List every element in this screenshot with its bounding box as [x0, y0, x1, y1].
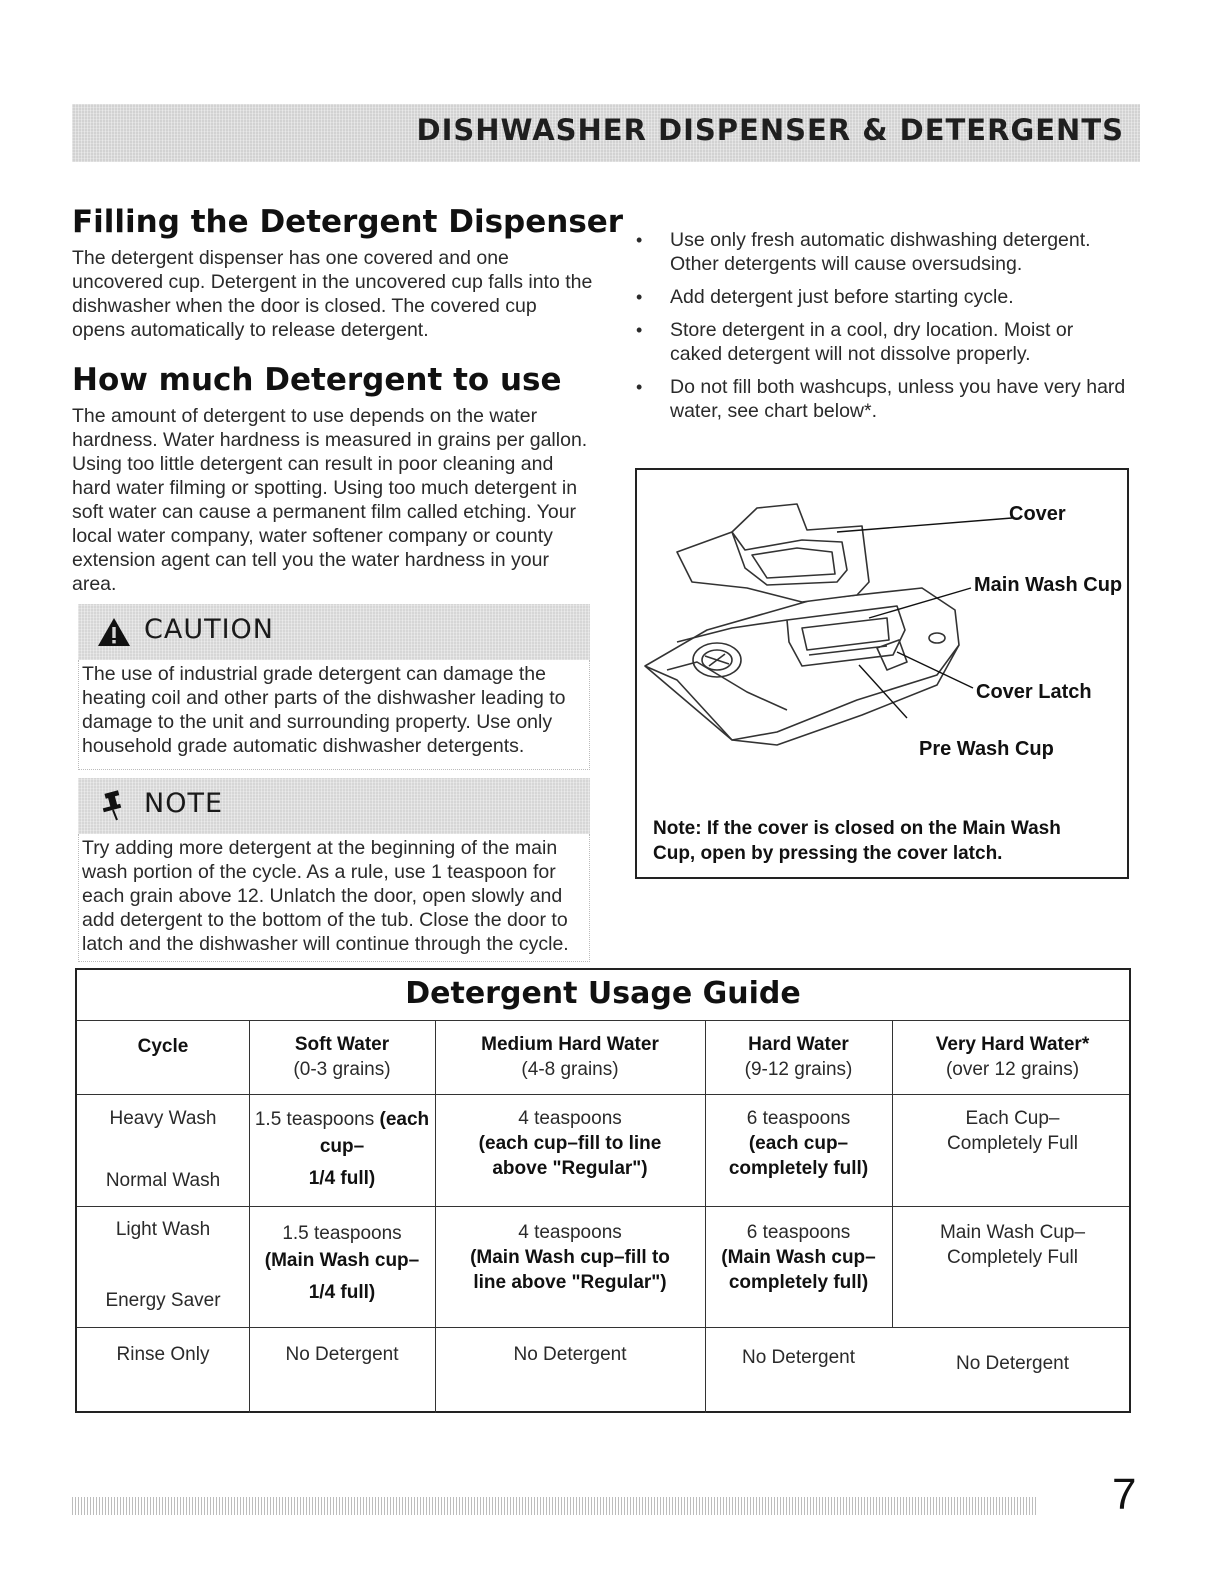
- table-cell: 4 teaspoons (Main Wash cup–fill to line above "Regular"): [470, 1222, 670, 1293]
- list-item: • Store detergent in a cool, dry location. Moist or caked detergent will not dissolve properly.: [636, 318, 1156, 366]
- list-item: • Use only fresh automatic dishwashing detergent. Other detergents will cause oversudsing.: [636, 228, 1156, 276]
- table-cell: 4 teaspoons (each cup–fill to line above "Regular"): [478, 1108, 662, 1179]
- filling-paragraph: The detergent dispenser has one covered and one uncovered cup. Detergent in the uncovered cup falls into the dishwasher when the door is closed. The covered cup opens automatically to release detergent.: [72, 247, 593, 341]
- column-header-medium: Medium Hard Water (4-8 grains): [481, 1034, 659, 1080]
- caution-text: The use of industrial grade detergent can damage the heating coil and other parts of the dishwasher leading to damage to the unit and surrounding property. Use only household grade automatic dishwasher detergents.: [82, 663, 566, 757]
- note-header: [78, 778, 590, 834]
- diagram-note: Note: If the cover is closed on the Main Wash Cup, open by pressing the cover latch.: [653, 818, 1061, 864]
- how-much-paragraph: The amount of detergent to use depends on the water hardness. Water hardness is measured in grains per gallon. Using too little detergent can result in poor cleaning and hard water filming or spotting. Using too much detergent in soft water can cause a permanent film called etching. Your local water company, water softener company or county extension agent can tell you the water hardness in your area.: [72, 405, 588, 595]
- table-cell: No Detergent: [955, 1353, 1069, 1374]
- divider: [77, 1094, 1129, 1095]
- label-main-wash-cup: Main Wash Cup: [974, 574, 1123, 596]
- divider: [77, 1206, 1129, 1207]
- table-cell: Main Wash Cup– Completely Full: [939, 1222, 1086, 1268]
- table-cell: 1.5 teaspoons (Main Wash cup– 1/4 full): [264, 1223, 420, 1303]
- note-text: Try adding more detergent at the beginning of the main wash portion of the cycle. As a rule, use 1 teaspoon for each grain above 12. Unlatch the door, open slowly and add detergent to the bottom of the tub. Close the door to latch and the dishwasher will continue through the cycle.: [82, 837, 569, 955]
- section-title: DISHWASHER DISPENSER & DETERGENTS: [416, 113, 1124, 147]
- cycle-normal-wash: Normal Wash: [105, 1170, 221, 1191]
- table-cell: 6 teaspoons (each cup– completely full): [728, 1108, 869, 1179]
- table-cell: No Detergent: [285, 1344, 399, 1365]
- detergent-tips-list: [636, 228, 1156, 432]
- label-cover-latch: Cover Latch: [976, 681, 1092, 703]
- list-item: • Add detergent just before starting cycle.: [636, 285, 1156, 309]
- pushpin-icon: [100, 790, 130, 822]
- caution-header: [78, 604, 590, 660]
- caution-title: CAUTION: [144, 614, 274, 645]
- label-cover: Cover: [1009, 503, 1066, 525]
- how-much-heading: How much Detergent to use: [72, 362, 562, 398]
- table-cell: 1.5 teaspoons (each cup– 1/4 full): [254, 1109, 430, 1189]
- cycle-rinse-only: Rinse Only: [116, 1344, 210, 1365]
- column-header-cycle: Cycle: [137, 1036, 189, 1057]
- filling-heading: Filling the Detergent Dispenser: [72, 204, 624, 240]
- guide-title: Detergent Usage Guide: [405, 976, 801, 1011]
- note-title: NOTE: [144, 788, 224, 819]
- column-header-soft: Soft Water (0-3 grains): [293, 1034, 391, 1080]
- warning-icon: [96, 616, 132, 648]
- dispenser-diagram: [635, 468, 1129, 879]
- label-pre-wash-cup: Pre Wash Cup: [919, 738, 1054, 760]
- cycle-energy-saver: Energy Saver: [105, 1290, 221, 1311]
- column-header-very-hard: Very Hard Water* (over 12 grains): [935, 1034, 1090, 1080]
- divider: [77, 1327, 1129, 1328]
- footer-bar: [72, 1497, 1038, 1515]
- table-cell: Each Cup– Completely Full: [947, 1108, 1078, 1154]
- cycle-light-wash: Light Wash: [115, 1219, 211, 1240]
- divider: [77, 1020, 1129, 1021]
- page-number: 7: [1112, 1470, 1137, 1519]
- table-cell: No Detergent: [741, 1347, 855, 1368]
- detergent-usage-guide: [75, 968, 1131, 1413]
- table-cell: 6 teaspoons (Main Wash cup– completely full): [721, 1222, 876, 1293]
- table-cell: No Detergent: [513, 1344, 627, 1365]
- column-header-hard: Hard Water (9-12 grains): [744, 1034, 853, 1080]
- section-banner: [72, 104, 1140, 162]
- cycle-heavy-wash: Heavy Wash: [109, 1108, 217, 1129]
- list-item: • Do not fill both washcups, unless you have very hard water, see chart below*.: [636, 375, 1156, 423]
